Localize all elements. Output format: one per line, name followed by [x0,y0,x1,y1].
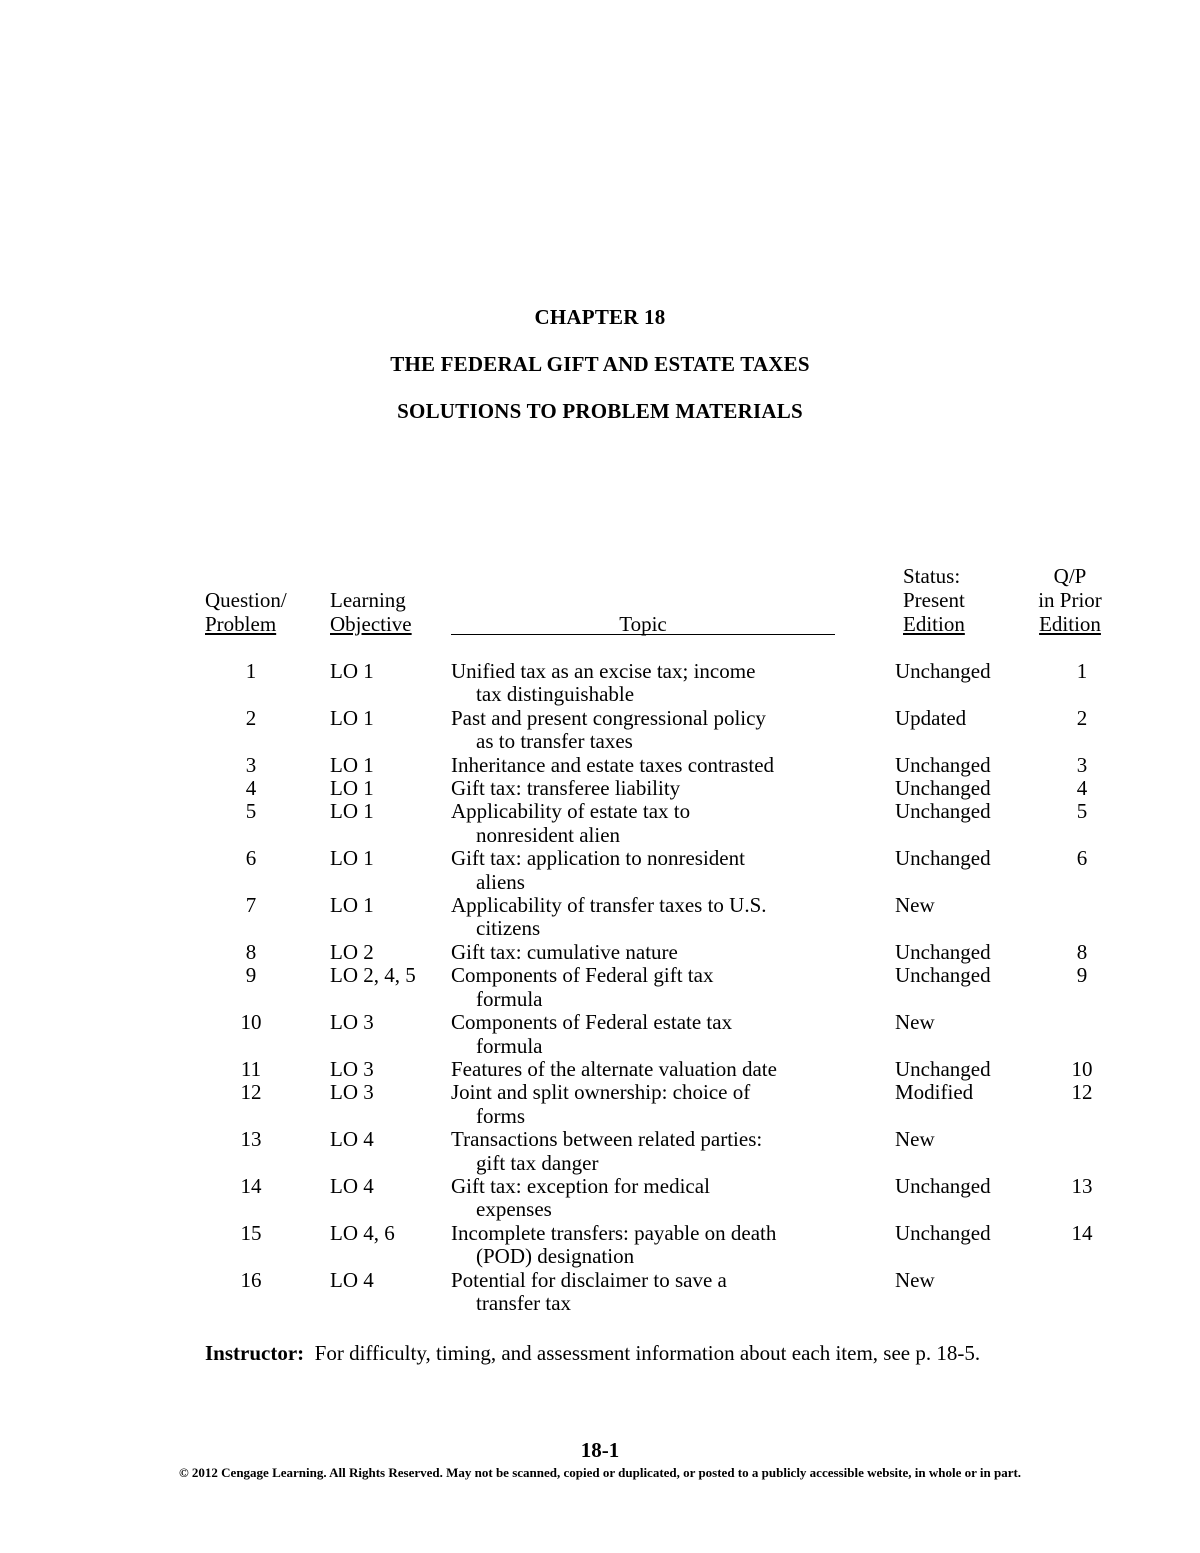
prior-edition-cell: 6 [1076,846,1088,871]
topic-line: Gift tax: cumulative nature [451,939,678,964]
learning-objective: LO 4, 6 [330,1220,395,1245]
header-prior-line1: Q/P [1053,564,1087,588]
topic-line: Applicability of estate tax to [451,799,691,824]
status-cell: Unchanged [895,1056,991,1081]
header-topic: Topic [619,612,667,636]
table-row [0,964,1200,1011]
table-row [0,1222,1200,1269]
learning-objective: LO 3 [330,1010,374,1035]
table-row [0,1081,1200,1128]
question-number: 2 [245,705,257,730]
topic-line: Components of Federal gift tax [451,963,714,988]
topic-line: Potential for disclaimer to save a [451,1267,727,1292]
chapter-title: THE FEDERAL GIFT AND ESTATE TAXES [390,352,810,376]
topic-line: expenses [476,1197,552,1222]
prior-edition-cell: 8 [1076,939,1088,964]
learning-objective: LO 4 [330,1127,374,1152]
header-question-problem [205,588,287,636]
table-row [0,1175,1200,1222]
table-row [0,660,1200,707]
prior-edition-cell: 2 [1076,705,1088,730]
status-cell: Modified [895,1080,974,1105]
prior-edition-cell: 4 [1076,776,1088,801]
topic-cell [451,777,871,800]
topic-cell [451,941,871,964]
status-cell: Unchanged [895,776,991,801]
question-number: 9 [245,963,257,988]
question-number: 13 [240,1127,262,1152]
topic-line: Unified tax as an excise tax; income [451,659,756,683]
topic-line: Transactions between related parties: [451,1127,763,1152]
header-question-line1: Question/ [205,588,287,612]
topic-cell [451,707,871,754]
header-objective-line2: Objective [330,612,412,636]
question-number: 1 [245,659,257,683]
topic-line: aliens [476,869,525,894]
status-cell: New [895,1127,935,1152]
topic-cell [451,1011,871,1058]
status-cell: Updated [895,705,967,730]
header-status-line2: Present [903,588,965,612]
topic-cell [451,847,871,894]
question-number: 7 [245,893,257,918]
topic-line: gift tax danger [476,1150,599,1175]
status-cell: Unchanged [895,939,991,964]
learning-objective: LO 1 [330,776,374,801]
topic-line: Inheritance and estate taxes contrasted [451,752,775,777]
topic-cell [451,1222,871,1269]
header-objective-line1: Learning [330,588,406,612]
table-row [0,1058,1200,1081]
learning-objective: LO 2 [330,939,374,964]
status-cell: Unchanged [895,846,991,871]
question-number: 3 [245,752,257,777]
table-row [0,1128,1200,1175]
learning-objective: LO 1 [330,752,374,777]
status-cell: Unchanged [895,1220,991,1245]
topic-line: transfer tax [476,1290,572,1315]
topic-line: Applicability of transfer taxes to U.S. [451,893,767,918]
table-row [0,847,1200,894]
topic-line: tax distinguishable [476,682,635,707]
learning-objective: LO 1 [330,659,374,683]
header-prior-line3: Edition [1039,612,1101,636]
prior-edition-cell: 3 [1076,752,1088,777]
topic-cell [451,1081,871,1128]
status-cell: New [895,893,935,918]
header-status-line3: Edition [903,612,965,636]
problem-table-body [0,660,1200,1315]
topic-line: forms [476,1103,525,1128]
learning-objective: LO 4 [330,1267,374,1292]
topic-cell [451,1128,871,1175]
table-row [0,941,1200,964]
topic-line: Past and present congressional policy [451,705,766,730]
learning-objective: LO 3 [330,1080,374,1105]
header-prior-line2: in Prior [1038,588,1102,612]
table-row [0,754,1200,777]
topic-line: citizens [476,916,541,941]
copyright-notice: © 2012 Cengage Learning. All Rights Reserved. May not be scanned, copied or duplicated, or posted to a publicly accessible website, in whole or in part. [178,1465,1022,1480]
header-learning-objective [330,588,412,636]
topic-cell [451,800,871,847]
header-prior-edition [1030,564,1110,636]
question-number: 15 [240,1220,262,1245]
table-row [0,894,1200,941]
table-row [0,707,1200,754]
status-cell: Unchanged [895,752,991,777]
topic-cell [451,660,871,707]
topic-line: Incomplete transfers: payable on death [451,1220,777,1245]
question-number: 16 [240,1267,262,1292]
prior-edition-cell: 5 [1076,799,1088,824]
prior-edition-cell: 13 [1071,1173,1093,1198]
page-number: 18-1 [580,1438,620,1462]
prior-edition-cell: 1 [1076,659,1088,683]
question-number: 11 [240,1056,262,1081]
learning-objective: LO 3 [330,1056,374,1081]
topic-cell [451,964,871,1011]
learning-objective: LO 2, 4, 5 [330,963,416,988]
learning-objective: LO 1 [330,846,374,871]
status-cell: Unchanged [895,799,991,824]
header-status [903,564,965,636]
table-row [0,800,1200,847]
topic-line: Gift tax: application to nonresident [451,846,745,871]
question-number: 6 [245,846,257,871]
status-cell: New [895,1010,935,1035]
topic-cell [451,894,871,941]
topic-line: Gift tax: transferee liability [451,776,681,801]
topic-line: Features of the alternate valuation date [451,1056,777,1081]
topic-line: Gift tax: exception for medical [451,1173,710,1198]
topic-cell [451,1175,871,1222]
table-row [0,777,1200,800]
header-status-line1: Status: [903,564,961,588]
topic-line: Components of Federal estate tax [451,1010,733,1035]
prior-edition-cell: 9 [1076,963,1088,988]
question-number: 4 [245,776,257,801]
question-number: 5 [245,799,257,824]
topic-line: formula [476,1033,543,1058]
learning-objective: LO 1 [330,705,374,730]
header-question-line2: Problem [205,612,277,636]
topic-line: (POD) designation [476,1244,635,1269]
status-cell: Unchanged [895,659,991,683]
topic-line: formula [476,986,543,1011]
table-row [0,1011,1200,1058]
instructor-text: For difficulty, timing, and assessment information about each item, see p. 18-5. [314,1341,981,1365]
question-number: 12 [240,1080,262,1105]
instructor-label: Instructor: [205,1341,305,1365]
status-cell: New [895,1267,935,1292]
status-cell: Unchanged [895,1173,991,1198]
chapter-subtitle: SOLUTIONS TO PROBLEM MATERIALS [397,399,803,423]
topic-cell [451,754,871,777]
topic-underline-rule [451,634,835,635]
question-number: 10 [240,1010,262,1035]
topic-cell [451,1269,871,1316]
topic-line: nonresident alien [476,822,621,847]
topic-line: Joint and split ownership: choice of [451,1080,751,1105]
status-cell: Unchanged [895,963,991,988]
instructor-note [205,1341,980,1366]
learning-objective: LO 1 [330,799,374,824]
question-number: 8 [245,939,257,964]
learning-objective: LO 1 [330,893,374,918]
prior-edition-cell: 12 [1071,1080,1093,1105]
prior-edition-cell: 10 [1071,1056,1093,1081]
topic-line: as to transfer taxes [476,729,633,754]
question-number: 14 [240,1173,262,1198]
chapter-number: CHAPTER 18 [534,305,666,329]
table-row [0,1269,1200,1316]
prior-edition-cell: 14 [1071,1220,1093,1245]
topic-cell [451,1058,871,1081]
learning-objective: LO 4 [330,1173,374,1198]
